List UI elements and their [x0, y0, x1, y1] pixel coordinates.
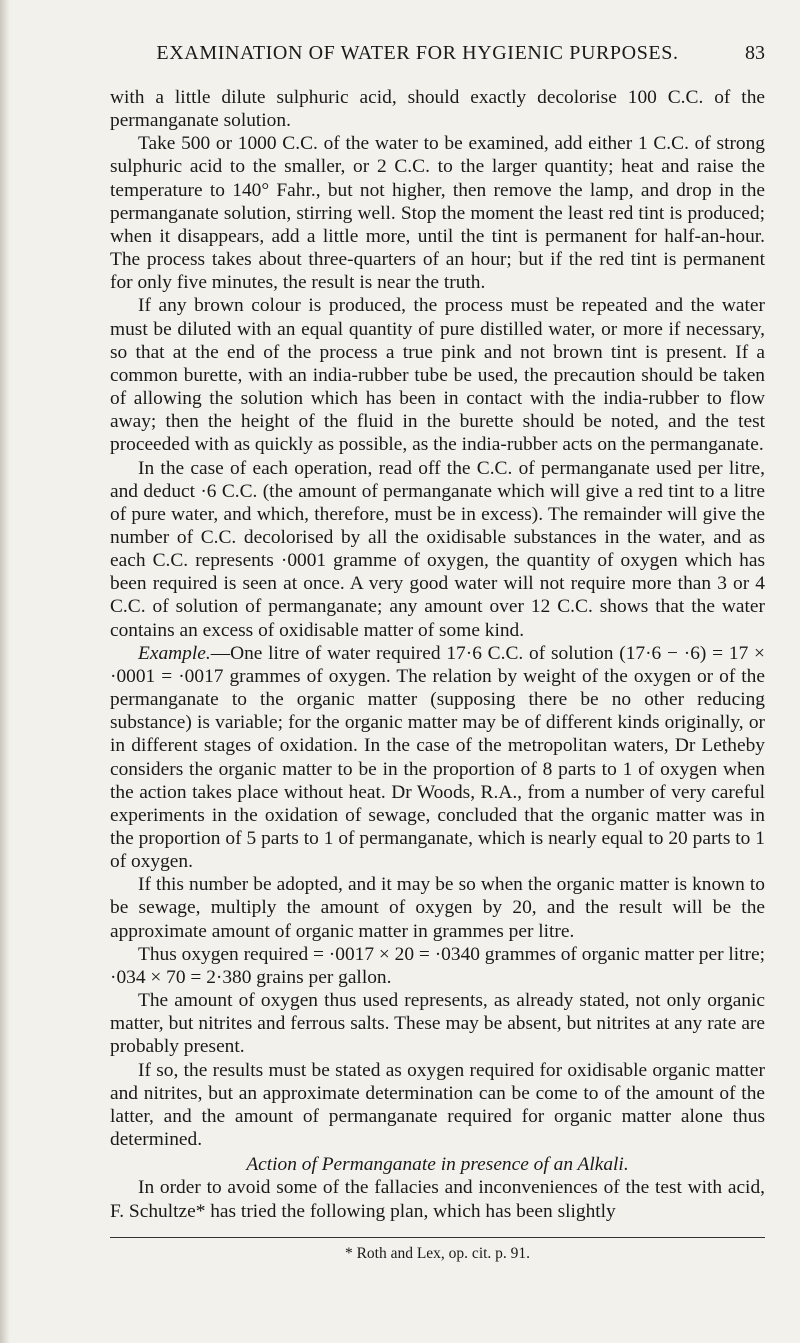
section-heading: Action of Permanganate in presence of an Alkali. [246, 1154, 629, 1176]
paragraph-continuation: with a little dilute sulphuric acid, should exactly decolorise 100 C.C. of the permanganate solution. [110, 87, 765, 132]
book-binding-shadow [0, 0, 10, 1343]
example-label: Example. [138, 642, 211, 664]
example-text: —One litre of water required 17·6 C.C. of solution (17·6 − ·6) = 17 × ·0001 = ·0017 grammes of oxygen. The relation by weight of the oxygen or of the permanganate to the organic matter (supposing there be no other reducing substance) is variable; for the organic matter may be of different kinds originally, or in different stages of oxidation. In the case of the metropolitan waters, Dr Letheby considers the organic matter to be in the proportion of 8 parts to 1 of oxygen when the action takes place without heat. Dr Woods, R.A., from a number of very careful experiments in the oxidation of sewage, concluded that the organic matter was in the proportion of 5 parts to 1 of permanganate, which is nearly equal to 20 parts to 1 of oxygen. [110, 642, 765, 873]
paragraph-brown-colour: If any brown colour is produced, the process must be repeated and the water must be diluted with an equal quantity of pure distilled water, or more if necessary, so that at the end of the process a true pink and not brown tint is present. If a common burette, with an india-rubber tube be used, the precaution should be taken of allowing the solution which has been in contact with the india-rubber to flow away; then the height of the fluid in the burette should be noted, and the test proceeded with as quickly as possible, as the india-rubber acts on the permanganate. [110, 295, 765, 456]
footnote: * Roth and Lex, op. cit. p. 91. [344, 1244, 531, 1262]
paragraph-results: If so, the results must be stated as oxygen required for oxidisable organic matter and nitrites, but an approximate determination can be come to of the amount of the latter, and the amount of permanganate required for organic matter alone thus determined. [110, 1059, 765, 1151]
paragraph-example [110, 642, 765, 874]
running-title: EXAMINATION OF WATER FOR HYGIENIC PURPOSES. [156, 42, 679, 64]
body-text [110, 86, 765, 1223]
paragraph-procedure: Take 500 or 1000 C.C. of the water to be examined, add either 1 C.C. of strong sulphuric acid to the smaller, or 2 C.C. to the larger quantity; heat and raise the temperature to 140° Fahr., but not higher, then remove the lamp, and drop in the permanganate solution, stirring well. Stop the moment the least red tint is produced; when it disappears, add a little more, until the tint is permanent for half-an-hour. The process takes about three-quarters of an hour; but if the red tint is permanent for only five minutes, the result is near the truth. [110, 133, 765, 294]
paragraph-nitrites: The amount of oxygen thus used represents, as already stated, not only organic matter, but nitrites and ferrous salts. These may be absent, but nitrites at any rate are probably present. [110, 990, 765, 1058]
paragraph-sewage: If this number be adopted, and it may be so when the organic matter is known to be sewage, multiply the amount of oxygen by 20, and the result will be the approximate amount of organic matter in grammes per litre. [110, 874, 765, 942]
paragraph-calculation: In the case of each operation, read off the C.C. of permanganate used per litre, and deduct ·6 C.C. (the amount of permanganate which will give a red tint to a litre of pure water, and which, therefore, must be in excess). The remainder will give the number of C.C. decolorised by all the oxidisable substances in the water, and as each C.C. represents ·0001 gramme of oxygen, the quantity of oxygen which has been required is seen at once. A very good water will not require more than 3 or 4 C.C. of solution of permanganate; any amount over 12 C.C. shows that the water contains an excess of oxidisable matter of some kind. [110, 457, 765, 641]
page-number: 83 [745, 42, 765, 64]
footnote-divider [110, 1237, 765, 1238]
page-header [110, 38, 765, 68]
paragraph-oxygen-required: Thus oxygen required = ·0017 × 20 = ·0340 grammes of organic matter per litre; ·034 × 70 = 2·380 grains per gallon. [110, 943, 765, 988]
book-page [110, 38, 765, 1264]
paragraph-schultze: In order to avoid some of the fallacies and inconveniences of the test with acid, F. Schultze* has tried the following plan, which has been slightly [110, 1177, 765, 1222]
